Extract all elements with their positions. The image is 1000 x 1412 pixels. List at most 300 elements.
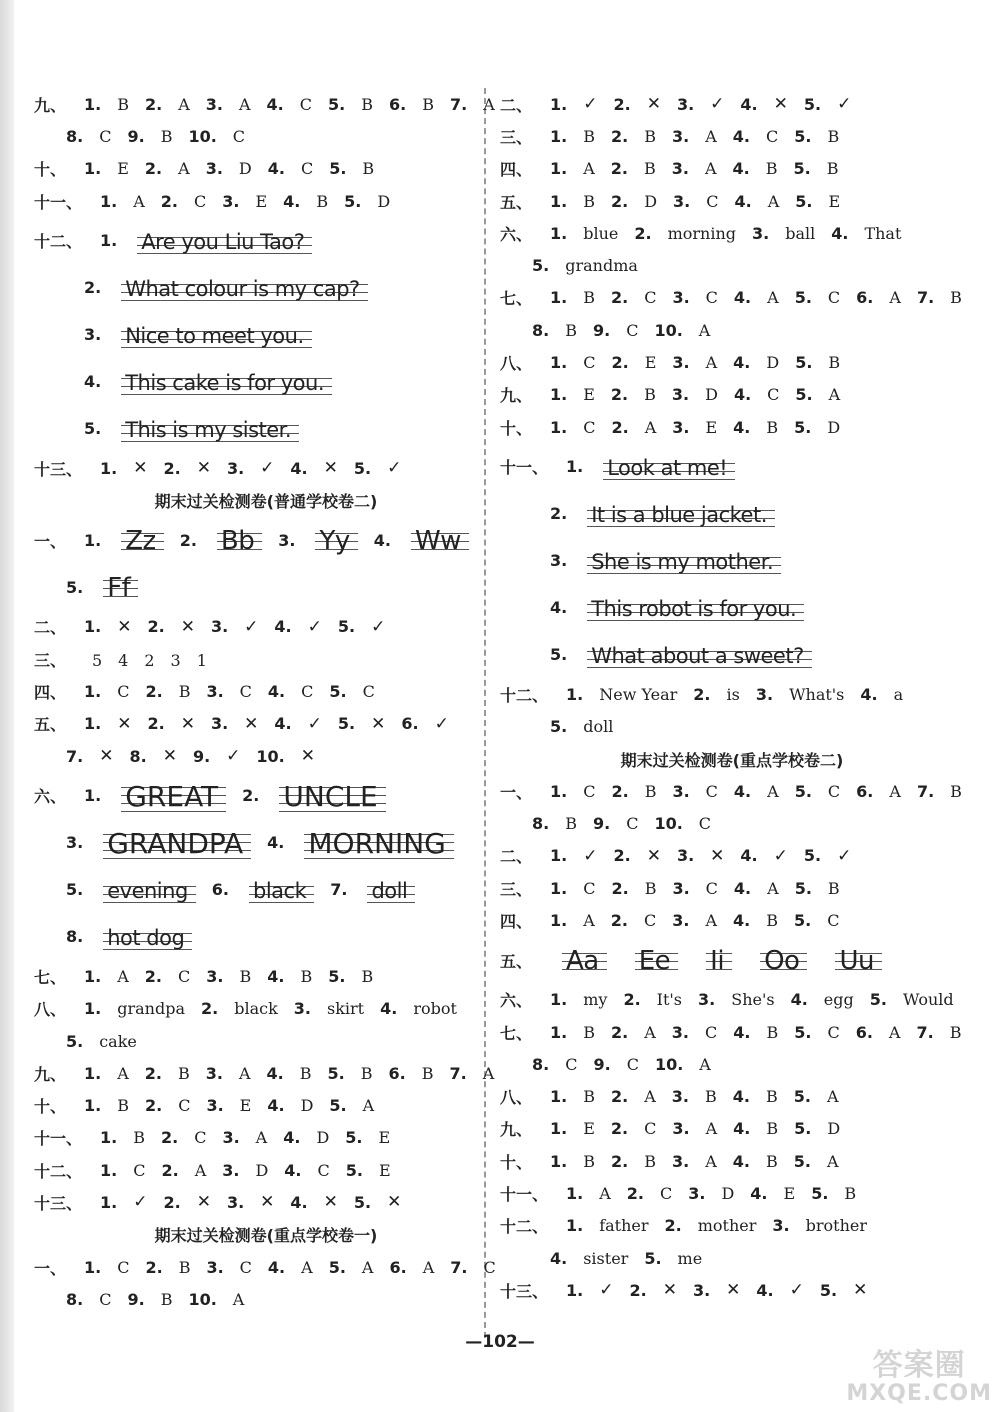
answer-line [500, 1016, 962, 1048]
answer-text: That [864, 223, 902, 243]
answer-text: C [362, 682, 375, 702]
answer-item [916, 1023, 961, 1042]
question-number: 5. [550, 645, 568, 665]
question-number: 1. [100, 1128, 118, 1148]
answer-text: B [421, 1063, 434, 1083]
answer-item [550, 642, 812, 668]
question-number: 2. [144, 159, 163, 179]
answer-text: C [644, 288, 657, 308]
section-label: 五、 [500, 951, 533, 971]
answer-text: B [826, 159, 839, 179]
question-number: 3. [672, 417, 690, 437]
answer-item [267, 1096, 313, 1115]
answer-item [550, 782, 595, 801]
question-number: 9. [127, 126, 145, 146]
question-number: 4. [266, 1063, 284, 1083]
question-number: 2. [626, 1184, 644, 1204]
answer-text: B [704, 1087, 717, 1107]
cross-mark: ✕ [133, 458, 148, 479]
answer-item [795, 288, 840, 307]
section-label: 九、 [34, 1064, 67, 1084]
question-number: 5. [794, 1022, 812, 1042]
answer-text: A [704, 159, 717, 179]
section-label: 十二、 [500, 1217, 549, 1237]
answer-text: E [783, 1184, 796, 1204]
answer-item [550, 1249, 628, 1268]
question-number: 4. [732, 159, 750, 179]
answer-text: B [361, 966, 374, 986]
section-label: 一、 [34, 1258, 67, 1278]
question-number: 10. [188, 1289, 217, 1309]
answer-item [283, 1128, 329, 1147]
answer-item [672, 782, 717, 801]
answer-text: C [704, 1022, 718, 1042]
answer-item [84, 275, 368, 301]
answer-item [380, 999, 457, 1018]
check-mark: ✓ [837, 94, 852, 115]
answer-text: D [255, 1160, 269, 1180]
question-number: 2. [144, 966, 162, 986]
question-number: 1. [566, 1184, 584, 1204]
answer-line [500, 1274, 940, 1306]
section-label: 六、 [500, 224, 533, 244]
answer-text: father [599, 1216, 649, 1236]
answer-line [34, 611, 474, 643]
answer-item [66, 825, 251, 860]
answer-item [290, 458, 337, 478]
answer-text: E [117, 159, 129, 179]
question-number: 4. [740, 94, 758, 114]
question-number: 2. [610, 1087, 629, 1107]
question-number: 9. [127, 1289, 145, 1309]
answer-item [84, 1258, 129, 1277]
answer-item [227, 1192, 274, 1212]
answer-item [748, 944, 807, 976]
answer-item [611, 159, 656, 178]
answer-text: A [705, 1151, 717, 1171]
answer-text: E [378, 1128, 391, 1148]
answer-item [733, 353, 779, 372]
answer-text: C [626, 320, 639, 340]
question-number: 2. [610, 1119, 629, 1139]
answer-line [500, 379, 940, 411]
section-label: 十三、 [34, 459, 83, 479]
answer-item [566, 454, 735, 480]
answer-text: A [232, 1289, 245, 1309]
answer-item [856, 288, 901, 307]
question-number: 5. [794, 1119, 812, 1139]
answer-line [34, 1283, 474, 1315]
answer-item [611, 1087, 656, 1106]
question-number: 5. [795, 385, 813, 405]
answer-item [389, 95, 434, 114]
question-number: 4. [274, 617, 292, 637]
answer-line [500, 840, 940, 872]
question-number: 10. [188, 126, 217, 146]
answer-text: D [705, 385, 718, 405]
handwritten-answer: This is my sister. [121, 416, 299, 442]
question-number: 3. [226, 1192, 245, 1212]
answer-text: A [826, 1087, 839, 1107]
answer-item [206, 159, 252, 178]
answer-item [66, 877, 196, 903]
answer-item [627, 1184, 672, 1203]
section-heading: 期末过关检测卷(重点学校卷二) [620, 750, 844, 770]
answer-item [161, 1161, 206, 1180]
question-number: 2. [613, 846, 631, 866]
answer-item [550, 353, 595, 372]
section-label: 九、 [500, 386, 533, 406]
question-number: 3. [752, 223, 770, 243]
cross-mark: ✕ [323, 1192, 338, 1213]
handwritten-word: GRANDPA [103, 825, 251, 860]
question-number: 2. [145, 1257, 163, 1277]
answer-line [500, 1081, 940, 1113]
handwritten-answer: Nice to meet you. [121, 322, 311, 348]
question-number: 1. [100, 458, 118, 478]
question-number: 3. [672, 781, 690, 801]
handwritten-answer: This cake is for you. [121, 369, 332, 395]
section-label: 十、 [500, 1152, 533, 1172]
answer-text: A [255, 1128, 268, 1148]
question-number: 5. [329, 159, 347, 179]
section-label: 十一、 [500, 458, 549, 478]
question-number: 2. [610, 1151, 629, 1171]
question-number: 5. [793, 1151, 811, 1171]
question-number: 2. [160, 191, 178, 211]
section-label: 六、 [34, 787, 67, 807]
answer-text: C [117, 682, 130, 702]
question-number: 3. [671, 1087, 689, 1107]
section-label: 四、 [500, 911, 533, 931]
answer-text: B [766, 417, 779, 437]
answer-text: B [160, 126, 173, 146]
question-number: 5. [84, 419, 102, 439]
handwritten-word: MORNING [304, 825, 454, 860]
question-number: 3. [550, 551, 568, 571]
page-number: —102— [465, 1332, 535, 1352]
section-label: 十三、 [500, 1281, 549, 1301]
answer-item [329, 1096, 374, 1115]
answer-text: A [828, 385, 841, 405]
check-mark: ✓ [371, 616, 386, 637]
answer-item [611, 782, 656, 801]
question-number: 2. [623, 990, 641, 1010]
answer-item [532, 256, 638, 275]
answer-text: B [239, 966, 252, 986]
question-number: 1. [100, 1160, 118, 1180]
answer-text: sister [583, 1248, 629, 1268]
answer-text: E [378, 1160, 391, 1180]
answer-line [500, 153, 940, 185]
question-number: 9. [593, 1054, 611, 1074]
answer-item [100, 458, 147, 478]
answer-text: It's [656, 990, 683, 1010]
handwritten-word: GREAT [121, 778, 226, 813]
answer-item [672, 1023, 717, 1042]
answer-text: C [583, 353, 596, 373]
question-number: 5. [66, 577, 84, 597]
answer-item [188, 1290, 244, 1309]
answer-text: egg [823, 990, 854, 1010]
answer-item [66, 127, 111, 146]
question-number: 3. [226, 458, 245, 478]
section-label: 一、 [500, 782, 533, 802]
question-number: 1. [84, 999, 102, 1019]
cross-mark: ✕ [853, 1280, 868, 1301]
answer-item [84, 1064, 129, 1083]
answer-text: skirt [326, 999, 365, 1019]
answer-text: C [133, 1160, 146, 1180]
question-number: 5. [793, 1087, 811, 1107]
cross-mark: ✕ [244, 713, 259, 734]
answer-text: New Year [599, 684, 678, 704]
question-number: 2. [161, 1160, 179, 1180]
answer-text: C [660, 1184, 673, 1204]
answer-line [34, 1186, 474, 1218]
answer-item [450, 1258, 495, 1277]
answer-line [500, 1177, 940, 1209]
question-number: 4. [756, 1280, 774, 1300]
watermark-url: MXQE.COM [846, 1380, 992, 1406]
question-number: 1. [84, 94, 102, 114]
question-number: 1. [84, 966, 102, 986]
cross-mark: ✕ [300, 746, 315, 767]
handwritten-letters: Bb [217, 524, 262, 556]
answer-item [284, 1161, 329, 1180]
question-number: 3. [755, 684, 774, 704]
question-number: 10. [654, 1054, 684, 1074]
section-heading: 期末过关检测卷(普通学校卷二) [154, 492, 378, 512]
answer-text: What's [789, 684, 845, 704]
question-number: 1. [550, 1119, 568, 1139]
question-number: 10. [654, 814, 683, 834]
answer-item [100, 192, 145, 211]
answer-item [623, 990, 682, 1009]
answer-item [665, 1216, 757, 1235]
handwritten-answer: black [249, 877, 314, 903]
answer-item [820, 1280, 867, 1300]
answer-item [734, 879, 779, 898]
question-number: 3. [671, 385, 690, 405]
answer-item [532, 1055, 577, 1074]
answer-text: C [178, 966, 191, 986]
handwritten-letters: Aa [562, 944, 607, 976]
question-number: 3. [672, 353, 690, 373]
question-number: 1. [550, 126, 568, 146]
question-number: 2. [163, 1192, 181, 1212]
answer-item [611, 353, 656, 372]
answer-line [34, 1025, 474, 1057]
question-number: 3. [692, 1280, 711, 1300]
question-number: 4. [790, 990, 808, 1010]
answer-text: C [239, 682, 252, 702]
check-mark: ✓ [583, 94, 598, 115]
answer-item [794, 1119, 840, 1138]
answer-item [345, 1128, 390, 1147]
question-number: 5. [345, 1160, 363, 1180]
answer-text: C [232, 126, 246, 146]
answer-text: C [583, 781, 596, 801]
answer-text: D [238, 159, 252, 179]
left-column [34, 88, 496, 1316]
question-number: 4. [750, 1184, 768, 1204]
question-number: 3. [671, 1022, 689, 1042]
answer-item [147, 617, 194, 637]
answer-text: B [583, 126, 595, 146]
answer-item [672, 911, 717, 930]
answer-text: E [828, 191, 841, 211]
answer-text: A [767, 288, 779, 308]
question-number: 7. [916, 288, 935, 308]
answer-line [500, 120, 940, 152]
question-number: 1. [84, 617, 102, 637]
answer-item [328, 95, 373, 114]
question-number: 4. [732, 126, 750, 146]
section-label: 五、 [500, 192, 533, 212]
answer-text: C [767, 385, 780, 405]
question-number: 1. [84, 682, 102, 702]
question-number: 5. [328, 966, 346, 986]
question-number: 7. [330, 880, 348, 900]
question-number: 5. [819, 1280, 838, 1300]
answer-text: my [583, 990, 608, 1010]
answer-text: B [583, 191, 595, 211]
question-number: 6. [855, 1022, 873, 1042]
answer-item [145, 95, 190, 114]
question-number: 3. [205, 1063, 223, 1083]
question-number: 3. [205, 94, 223, 114]
answer-text: robot [413, 999, 457, 1019]
handwritten-letters: Ee [635, 944, 678, 976]
question-number: 1. [566, 1216, 584, 1236]
answer-item [693, 1280, 740, 1300]
question-number: 1. [550, 191, 568, 211]
handwritten-answer: hot dog [103, 924, 192, 950]
handwritten-letters: Ww [411, 524, 469, 556]
answer-item [66, 571, 138, 603]
question-number: 2. [629, 1280, 647, 1300]
answer-item [201, 999, 278, 1018]
section-label: 五、 [34, 715, 67, 735]
question-number: 2. [144, 94, 163, 114]
question-number: 5. [344, 191, 362, 211]
question-number: 8. [66, 927, 84, 947]
section-label: 一、 [34, 531, 67, 551]
question-number: 7. [916, 1022, 934, 1042]
answer-text: E [583, 1119, 595, 1139]
answer-line [34, 675, 474, 707]
answer-item [593, 1055, 638, 1074]
answer-item [100, 228, 312, 254]
question-number: 5. [869, 990, 887, 1010]
handwritten-letters: Oo [760, 944, 807, 976]
question-number: 8. [129, 746, 147, 766]
answer-text: brother [805, 1216, 867, 1236]
question-number: 5. [353, 1192, 372, 1212]
answer-line [34, 1122, 474, 1154]
question-number: 3. [671, 159, 689, 179]
answer-item [613, 846, 660, 866]
answer-line [34, 264, 474, 311]
handwritten-answer: Look at me! [603, 454, 735, 480]
answer-item [145, 967, 190, 986]
answer-item [811, 1184, 856, 1203]
answer-line [34, 358, 474, 405]
answer-text: A [583, 159, 595, 179]
answer-text: C [626, 1054, 639, 1074]
question-number: 8. [532, 320, 550, 340]
answer-text: A [422, 1257, 435, 1277]
question-number: 10. [654, 320, 683, 340]
section-label: 六、 [500, 991, 533, 1011]
answer-item [672, 385, 718, 404]
answer-line [500, 984, 954, 1016]
answer-item [401, 714, 448, 734]
answer-text: C [301, 682, 314, 702]
answer-text: D [827, 417, 841, 437]
question-number: 5. [795, 191, 813, 211]
question-number: 4. [283, 1128, 301, 1148]
answer-item [274, 617, 321, 637]
answer-text: A [889, 288, 901, 308]
section-label: 七、 [500, 289, 533, 309]
answer-item [84, 159, 129, 178]
answer-line [500, 584, 940, 631]
question-number: 1. [550, 94, 568, 114]
answer-item [856, 782, 901, 801]
answer-text: B [644, 878, 657, 898]
answer-item [756, 1280, 803, 1300]
question-number: 9. [592, 320, 611, 340]
answer-line [500, 346, 940, 378]
answer-item [84, 682, 129, 701]
answer-item [344, 192, 390, 211]
answer-item [860, 685, 903, 704]
answer-item [611, 385, 656, 404]
page-binding-edge [0, 0, 14, 1412]
handwritten-letters: Ii [706, 944, 732, 976]
answer-item [206, 967, 251, 986]
answer-text: B [178, 1257, 191, 1277]
answer-text: cake [99, 1031, 137, 1051]
answer-text: B [949, 1022, 962, 1042]
section-label: 七、 [34, 967, 67, 987]
answer-line [500, 1210, 940, 1242]
answer-item [84, 322, 312, 348]
question-number: 3. [688, 1184, 706, 1204]
question-number: 2. [693, 684, 711, 704]
answer-text: A [644, 417, 657, 437]
answer-text: A [361, 1257, 374, 1277]
answer-item [550, 1119, 595, 1138]
answer-line [34, 866, 474, 913]
question-number: 1. [566, 684, 584, 704]
answer-text: A [705, 910, 718, 930]
question-number: 2. [610, 1022, 629, 1042]
question-number: 3. [210, 714, 229, 734]
question-number: 3. [66, 833, 84, 853]
question-number: 9. [192, 746, 211, 766]
answer-item [611, 911, 656, 930]
handwritten-answer: This robot is for you. [587, 595, 804, 621]
question-number: 1. [550, 990, 568, 1010]
answer-text: A [583, 910, 595, 930]
answer-item [677, 94, 724, 114]
answer-text: A [301, 1257, 313, 1277]
answer-text: C [705, 878, 718, 898]
question-number: 5. [327, 1063, 345, 1083]
